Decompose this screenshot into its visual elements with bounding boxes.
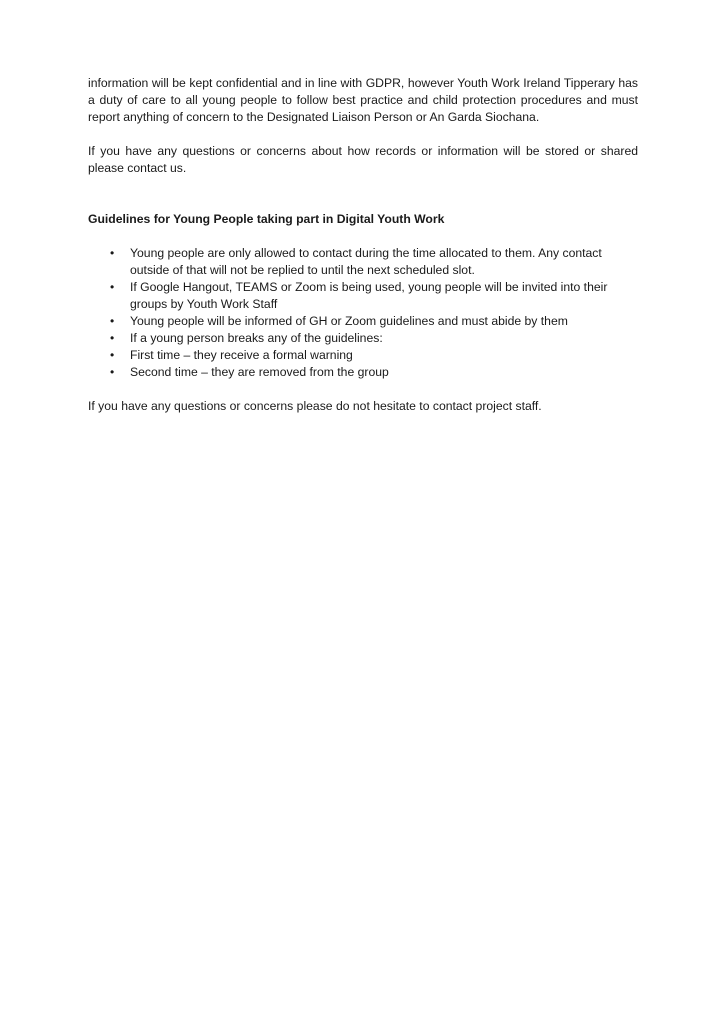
guidelines-list [88, 245, 638, 381]
bullet-icon: • [110, 348, 115, 362]
guideline-item [88, 330, 638, 347]
document-page [88, 75, 638, 432]
bullet-icon: • [110, 314, 115, 328]
bullet-icon: • [110, 280, 115, 294]
guideline-item [88, 347, 638, 364]
guideline-item [88, 313, 638, 330]
paragraph-closing: If you have any questions or concerns please do not hesitate to contact project staff. [88, 399, 542, 413]
paragraph-confidentiality: information will be kept confidential and in line with GDPR, however Youth Work Ireland Tipperary has a duty of care to all young people to follow best practice and child protection procedures and must report anything of concern to the Designated Liaison Person or An Garda Siochana. [88, 76, 638, 124]
guideline-text: If Google Hangout, TEAMS or Zoom is being used, young people will be invited into their groups by Youth Work Staff [130, 280, 608, 311]
paragraph-records-questions: If you have any questions or concerns about how records or information will be stored or shared please contact us. [88, 144, 638, 175]
guideline-text: Young people are only allowed to contact during the time allocated to them. Any contact outside of that will not be replied to until the next scheduled slot. [130, 246, 602, 277]
blank-line [88, 194, 638, 211]
guideline-text: Second time – they are removed from the group [130, 365, 389, 379]
guideline-text: Young people will be informed of GH or Zoom guidelines and must abide by them [130, 314, 568, 328]
bullet-icon: • [110, 331, 115, 345]
guideline-item [88, 364, 638, 381]
guideline-item [88, 279, 638, 313]
guideline-item [88, 245, 638, 279]
guideline-text: First time – they receive a formal warning [130, 348, 353, 362]
bullet-icon: • [110, 246, 115, 260]
guideline-text: If a young person breaks any of the guidelines: [130, 331, 383, 345]
section-heading-guidelines: Guidelines for Young People taking part in Digital Youth Work [88, 212, 445, 226]
bullet-icon: • [110, 365, 115, 379]
